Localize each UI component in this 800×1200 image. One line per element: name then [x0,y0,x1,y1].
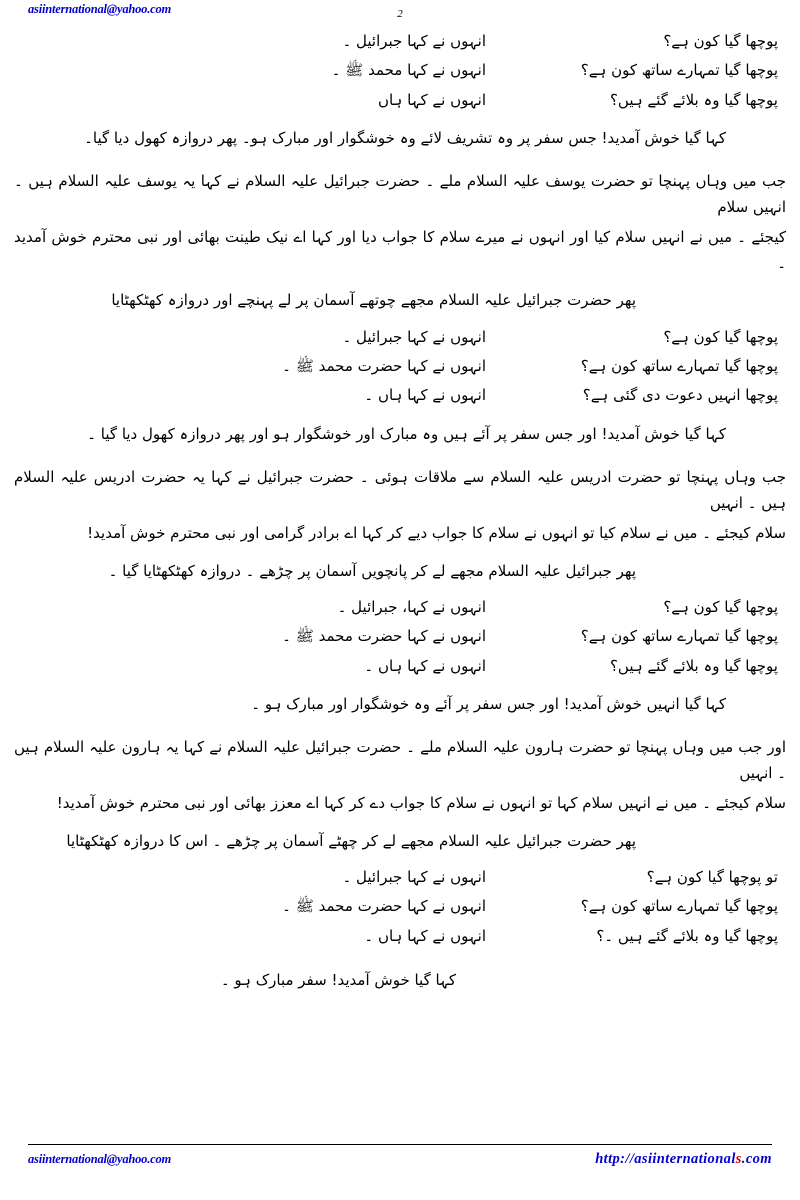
dialogue-answer: انہوں نے کہا ہاں [377,90,486,109]
dialogue-row [14,925,786,948]
statement-fourth-heaven: پھر حضرت جبرائیل علیہ السلام مجھے چوتھے آسمان پر لے پہنچے اور دروازہ کھٹکھٹایا [111,291,636,310]
statement-welcome-3: کہا گیا انہیں خوش آمدید! اور جس سفر پر آئے وہ خوشگوار اور مبارک ہو ۔ [251,694,726,713]
statement-fifth-heaven: پھر جبرائیل علیہ السلام مجھے لے کر پانچویں آسمان پر چڑھے ۔ دروازہ کھٹکھٹایا گیا ۔ [108,561,636,580]
footer-email-link[interactable]: asiinternational@yahoo.com [28,1152,172,1166]
dialogue-question: پوچھا انہیں دعوت دی گئی ہے؟ [582,386,778,405]
dialogue-question: پوچھا گیا تمہارے ساتھ کون ہے؟ [580,627,778,646]
dialogue-row [14,866,786,889]
statement-sixth-heaven: پھر حضرت جبرائیل علیہ السلام مجھے لے کر چھٹے آسمان پر چڑھے ۔ اس کا دروازہ کھٹکھٹایا [66,831,636,850]
paragraph-harun-line-2: سلام کیجئے ۔ میں نے انہیں سلام کہا تو انہوں نے سلام کا جواب دے کر کہا اے معزز بھائی اور نبی محترم خوش آمدید! [56,793,786,812]
spacer [14,858,786,866]
dialogue-question: پوچھا گیا کون ہے؟ [663,598,778,617]
footer-url-highlight: s [735,1151,742,1167]
footer-row [28,1151,772,1168]
dialogue-question: پوچھا گیا وہ بلائے گئے ہیں ۔؟ [596,926,778,945]
dialogue-answer: انہوں نے کہا حضرت محمد ﷺ ۔ [282,627,486,646]
statement-welcome-2: کہا گیا خوش آمدید! اور جس سفر پر آئے ہیں وہ مبارک اور خوشگوار ہو اور پھر دروازہ کھول دیا گیا ۔ [87,424,726,443]
paragraph-yusuf-line-2: کیجئے ۔ میں نے انہیں سلام کیا اور انہوں نے میرے سلام کا جواب دیا اور کہا اے نیک طینت بھائی اور نبی محترم خوش آمدید ۔ [14,227,786,272]
header-email-text: asiinternational@yahoo.com [28,2,172,16]
spacer [14,118,786,126]
dialogue-answer: انہوں نے کہا ہاں ۔ [364,926,486,945]
dialogue-answer: انہوں نے کہا جبرائیل ۔ [342,32,486,50]
dialogue-row [14,625,786,648]
dialogue-question: پوچھا گیا تمہارے ساتھ کون ہے؟ [580,61,778,80]
spacer [14,280,786,288]
dialogue-block-2 [14,326,786,408]
dialogue-block-3 [14,596,786,678]
dialogue-block-4 [14,866,786,948]
spacer [14,155,786,169]
dialogue-question: پوچھا گیا وہ بلائے گئے ہیں؟ [609,656,778,675]
spacer [14,414,786,422]
paragraph-idris-line-1: جب وہاں پہنچا تو حضرت ادریس علیہ السلام سے ملاقات ہوئی ۔ حضرت جبرائیل نے کہا یہ حضرت ادریس علیہ السلام ہیں ۔ انہیں [14,468,786,512]
dialogue-row [14,655,786,678]
dialogue-question: پوچھا گیا کون ہے؟ [663,32,778,50]
dialogue-answer: انہوں نے کہا ہاں ۔ [364,386,486,405]
dialogue-row [14,596,786,619]
spacer [14,684,786,692]
dialogue-question: پوچھا گیا تمہارے ساتھ کون ہے؟ [580,357,778,376]
paragraph-harun-line-1: اور جب میں وہاں پہنچا تو حضرت ہارون علیہ السلام ملے ۔ حضرت جبرائیل علیہ السلام نے کہا یہ ہارون علیہ السلام ہیں ۔ انہیں [14,738,786,783]
page-number: 2 [397,8,403,20]
dialogue-question: پوچھا گیا تمہارے ساتھ کون ہے؟ [580,897,778,916]
spacer [14,721,786,735]
dialogue-answer: انہوں نے کہا ہاں ۔ [364,656,486,675]
dialogue-row [14,384,786,407]
dialogue-row [14,355,786,378]
dialogue-row [14,89,786,112]
dialogue-answer: انہوں نے کہا جبرائیل ۔ [342,327,486,346]
dialogue-block-1 [14,30,786,112]
dialogue-answer: انہوں نے کہا حضرت محمد ﷺ ۔ [282,357,486,376]
dialogue-answer: انہوں نے کہا حضرت محمد ﷺ ۔ [282,897,486,916]
spacer [14,588,786,596]
dialogue-question: پوچھا گیا وہ بلائے گئے ہیں؟ [609,90,778,109]
dialogue-row [14,895,786,918]
footer-url-suffix: .com [741,1151,772,1167]
paragraph-idris-line-2: سلام کیجئے ۔ میں نے سلام کیا تو انہوں نے سلام کا جواب دیے کر کہا اے برادر گرامی اور نبی محترم خوش آمدید! [87,523,786,542]
document-body [14,30,786,997]
spacer [14,954,786,968]
dialogue-question: تو پوچھا گیا کون ہے؟ [646,868,778,887]
dialogue-answer: انہوں نے کہا جبرائیل ۔ [342,868,486,887]
page-footer [28,1144,772,1168]
spacer [14,551,786,559]
dialogue-row [14,326,786,349]
dialogue-row [14,30,786,53]
footer-url-prefix: http://asiinternational [595,1151,736,1167]
page-header [0,0,800,28]
dialogue-answer: انہوں نے کہا محمد ﷺ ۔ [331,61,486,80]
statement-welcome-1: کہا گیا خوش آمدید! جس سفر پر وہ تشریف لائے وہ خوشگوار اور مبارک ہو۔ پھر دروازہ کھول دیا گیا۔ [84,128,726,147]
footer-divider [28,1144,772,1145]
statement-welcome-final: کہا گیا خوش آمدید! سفر مبارک ہو ۔ [220,970,456,989]
dialogue-answer: انہوں نے کہا، جبرائیل ۔ [337,598,486,617]
dialogue-question: پوچھا گیا کون ہے؟ [663,327,778,346]
spacer [14,451,786,465]
dialogue-row [14,59,786,82]
spacer [14,821,786,829]
spacer [14,318,786,326]
footer-website-link[interactable] [595,1151,772,1168]
paragraph-yusuf-line-1: جب میں وہاں پہنچا تو حضرت یوسف علیہ السلام ملے ۔ حضرت جبرائیل علیہ السلام نے کہا یہ یوسف علیہ السلام ہیں ۔ انہیں سلام [14,172,786,217]
